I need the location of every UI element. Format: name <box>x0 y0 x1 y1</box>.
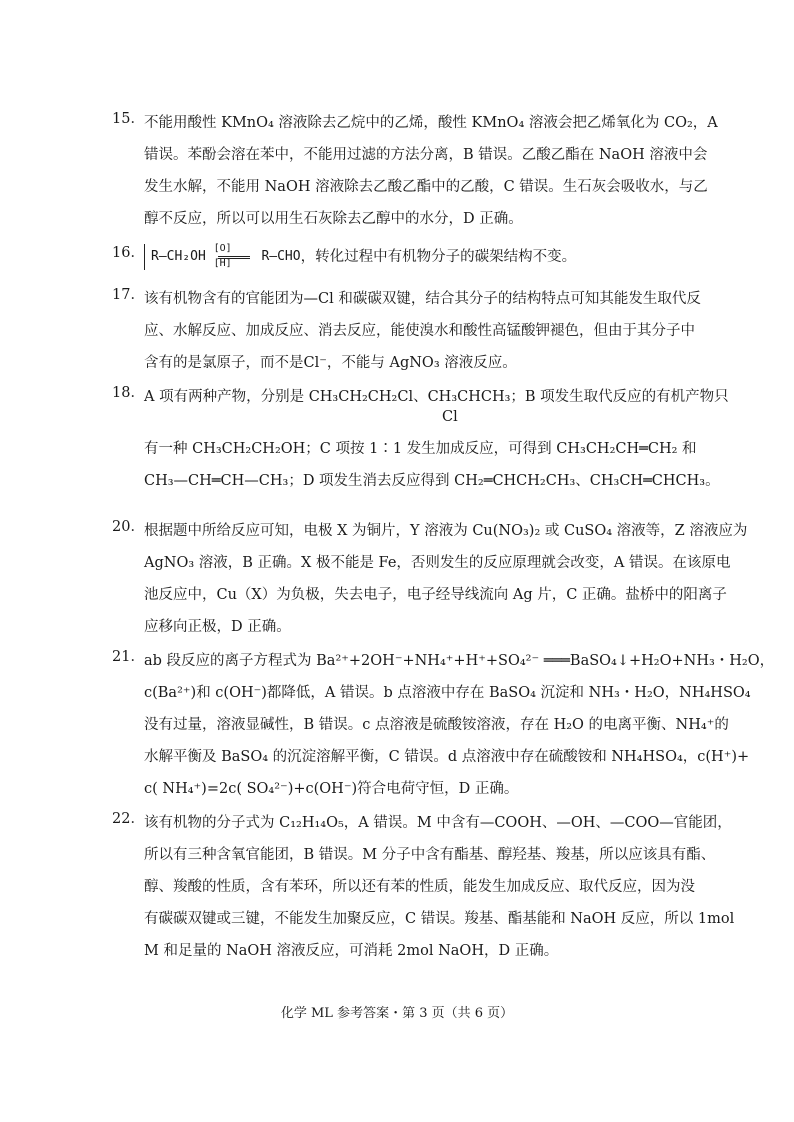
answer-line: 发生水解，不能用 NaOH 溶液除去乙酸乙酯中的乙酸，C 错误。生石灰会吸收水，与乙 <box>144 179 708 195</box>
answer-number: 15． <box>112 111 145 127</box>
answer-17 <box>112 283 701 379</box>
answer-15 <box>112 107 718 235</box>
answer-line: CH₃—CH═CH—CH₃；D 项发生消去反应得到 CH₂═CHCH₂CH₃、CH₃CH═CHCH₃。 <box>144 473 720 489</box>
substituent-row <box>144 409 684 433</box>
page-footer: 化学 ML 参考答案・第 3 页（共 6 页） <box>280 1006 514 1021</box>
answer-line: 应移向正极，D 正确。 <box>144 619 291 635</box>
answer-line: 所以有三种含氧官能团，B 错误。M 分子中含有酯基、醇羟基、羧基，所以应该具有酯、 <box>144 847 716 863</box>
answer-line: 水解平衡及 BaSO₄ 的沉淀溶解平衡，C 错误。d 点溶液中存在硫酸铵和 NH₄HSO₄，c(H⁺)+ <box>144 749 750 765</box>
answer-number: 22． <box>112 811 145 827</box>
answer-21 <box>112 645 775 805</box>
answer-number: 18． <box>112 385 145 401</box>
answer-line: A 项有两种产物，分别是 CH₃CH₂CH₂Cl、CH₃CHCH₃；B 项发生取代反应的有机产物只 <box>144 389 729 405</box>
answer-line: 有一种 CH₃CH₂CH₂OH；C 项按 1∶1 发生加成反应，可得到 CH₃CH₂CH═CH₂ 和 <box>144 441 697 457</box>
answer-number: 21． <box>112 649 145 665</box>
chlorine-substituent: Cl <box>442 409 458 425</box>
answer-number: 17． <box>112 287 145 303</box>
answer-line <box>144 241 684 273</box>
answer-line: 没有过量，溶液显碱性，B 错误。c 点溶液是硫酸铵溶液，存在 H₂O 的电离平衡、NH₄⁺的 <box>144 717 729 733</box>
answer-line: c(Ba²⁺)和 c(OH⁻)都降低，A 错误。b 点溶液中存在 BaSO₄ 沉淀和 NH₃・H₂O，NH₄HSO₄ <box>144 685 751 701</box>
answer-text: ，转化过程中有机物分子的碳架结构不变。 <box>300 249 577 265</box>
answer-number: 20． <box>112 519 145 535</box>
answer-line: 醇、羧酸的性质，含有苯环，所以还有苯的性质，能发生加成反应、取代反应，因为没 <box>144 879 695 895</box>
answer-line: 根据题中所给反应可知，电极 X 为铜片，Y 溶液为 Cu(NO₃)₂ 或 CuSO₄ 溶液等，Z 溶液应为 <box>144 523 748 539</box>
answer-20 <box>112 515 748 643</box>
formula-product: R—CHO <box>261 249 301 264</box>
arrow-bottom-label: [H] <box>213 258 232 269</box>
answer-line: 错误。苯酚会溶在苯中，不能用过滤的方法分离，B 错误。乙酸乙酯在 NaOH 溶液中会 <box>144 147 708 163</box>
answer-line: c( NH₄⁺)=2c( SO₄²⁻)+c(OH⁻)符合电荷守恒，D 正确。 <box>144 781 519 797</box>
reversible-arrow <box>214 244 254 270</box>
answer-18 <box>112 381 729 497</box>
answer-line: 醇不反应，所以可以用生石灰除去乙醇中的水分，D 正确。 <box>144 211 523 227</box>
answer-line: 含有的是氯原子，而不是Cl⁻，不能与 AgNO₃ 溶液反应。 <box>144 355 517 371</box>
arrow-top-label: [O] <box>213 243 232 254</box>
answer-22 <box>112 807 735 967</box>
answer-line: 池反应中，Cu（X）为负极，失去电子，电子经导线流向 Ag 片，C 正确。盐桥中的阳离子 <box>144 587 727 603</box>
answer-line: 有碳碳双键或三键，不能发生加聚反应，C 错误。羧基、酯基能和 NaOH 反应，所以 1mol <box>144 911 735 927</box>
answer-line: ab 段反应的离子方程式为 Ba²⁺+2OH⁻+NH₄⁺+H⁺+SO₄²⁻ ═══BaSO₄↓+H₂O+NH₃・H₂O， <box>144 653 775 669</box>
answer-number: 16． <box>112 245 145 261</box>
answer-line: 不能用酸性 KMnO₄ 溶液除去乙烷中的乙烯，酸性 KMnO₄ 溶液会把乙烯氧化为 CO₂，A <box>144 115 718 131</box>
answer-line: 该有机物的分子式为 C₁₂H₁₄O₅，A 错误。M 中含有—COOH、—OH、—COO—官能团， <box>144 815 732 831</box>
reaction-formula <box>144 244 301 270</box>
answer-line: 该有机物含有的官能团为—Cl 和碳碳双键，结合其分子的结构特点可知其能发生取代反 <box>144 291 701 307</box>
answer-line: M 和足量的 NaOH 溶液反应，可消耗 2mol NaOH，D 正确。 <box>144 943 559 959</box>
answer-line: AgNO₃ 溶液，B 正确。X 极不能是 Fe，否则发生的反应原理就会改变，A 错误。在该原电 <box>144 555 731 571</box>
answer-16 <box>112 241 684 273</box>
answer-line: 应、水解反应、加成反应、消去反应，能使溴水和酸性高锰酸钾褪色，但由于其分子中 <box>144 323 695 339</box>
formula-reactant: R—CH₂OH <box>151 249 206 264</box>
